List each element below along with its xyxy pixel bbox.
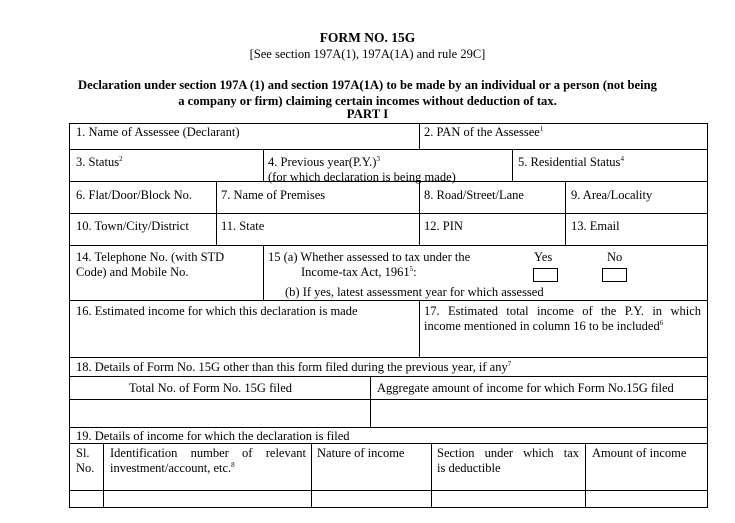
table-header-section — [437, 446, 579, 476]
no-label: No — [607, 250, 623, 264]
field-1-label: 1. Name of Assessee (Declarant) — [76, 125, 240, 139]
footnote-marker: 4 — [620, 155, 624, 163]
field-15a-assessed — [268, 250, 470, 280]
field-9-area-locality: 9. Area/Locality — [571, 188, 653, 202]
table-header-identification — [110, 446, 306, 476]
table-row[interactable] — [70, 491, 707, 507]
field-5-residential-status — [518, 155, 624, 170]
field-17-estimated-total-income — [424, 304, 701, 334]
field-15a-line-1: 15 (a) Whether assessed to tax under the — [268, 250, 471, 264]
footnote-marker: 7 — [507, 360, 512, 368]
part-heading: PART I — [346, 107, 389, 121]
col-divider — [263, 245, 264, 300]
field-4-sublabel: (for which declaration is being made) — [268, 170, 456, 184]
section-reference: [See section 197A(1), 197A(1A) and rule 29C] — [249, 47, 486, 61]
section-line-2: is deductible — [437, 461, 501, 475]
field-18-aggregate-income-header: Aggregate amount of income for which Form No.15G filed — [377, 381, 674, 395]
field-16-estimated-income: 16. Estimated income for which this declaration is made — [76, 304, 358, 318]
id-line-2: investment/account, etc. — [110, 461, 232, 475]
footnote-marker: 6 — [659, 319, 664, 327]
field-18-other-forms — [76, 360, 511, 375]
field-4-previous-year — [268, 155, 456, 185]
field-14-telephone — [76, 250, 224, 280]
field-18-label: 18. Details of Form No. 15G other than this form filed during the previous year, if any — [76, 360, 508, 374]
field-15a-line-2: Income-tax Act, 1961 — [301, 265, 410, 279]
field-3-label: 3. Status — [76, 155, 120, 169]
footnote-marker: 1 — [539, 125, 544, 133]
row-divider — [69, 149, 708, 150]
field-18-total-forms-header: Total No. of Form No. 15G filed — [129, 381, 292, 395]
col-divider — [419, 300, 420, 357]
table-header-amount: Amount of income — [592, 446, 687, 460]
row-divider — [69, 376, 708, 377]
footnote-marker: 2 — [119, 155, 123, 163]
field-15a-colon: : — [413, 265, 417, 279]
field-18-aggregate-income-value[interactable] — [371, 400, 707, 426]
declaration-line-2: a company or firm) claiming certain incomes without deduction of tax. — [178, 94, 557, 108]
field-17-line-2: income mentioned in column 16 to be included — [424, 319, 660, 333]
field-13-email: 13. Email — [571, 219, 620, 233]
field-8-road-street: 8. Road/Street/Lane — [424, 188, 524, 202]
field-15b-assessment-year: (b) If yes, latest assessment year for which assessed — [285, 285, 544, 299]
field-7-name-of-premises: 7. Name of Premises — [221, 188, 326, 202]
field-19-income-details: 19. Details of income for which the declaration is filed — [76, 429, 350, 443]
row-divider — [69, 357, 708, 358]
row-divider — [69, 245, 708, 246]
yes-checkbox[interactable] — [533, 268, 558, 282]
field-18-total-forms-value[interactable] — [70, 400, 369, 426]
col-divider — [565, 181, 566, 245]
col-divider — [512, 149, 513, 181]
col-divider — [419, 181, 420, 245]
field-14-line-1: 14. Telephone No. (with STD — [76, 250, 225, 264]
yes-label: Yes — [534, 250, 553, 264]
sl-line-2: No. — [76, 461, 95, 475]
field-11-state: 11. State — [221, 219, 265, 233]
id-line-1: Identification number of relevant — [110, 446, 306, 460]
no-checkbox[interactable] — [602, 268, 627, 282]
sl-line-1: Sl. — [76, 446, 90, 460]
field-3-status — [76, 155, 123, 170]
footnote-marker: 5 — [409, 265, 414, 273]
field-5-label: 5. Residential Status — [518, 155, 621, 169]
row-divider — [69, 427, 708, 428]
form-title: FORM NO. 15G — [319, 30, 416, 45]
field-2-pan — [424, 125, 543, 140]
col-divider — [263, 149, 264, 181]
field-17-line-1: 17. Estimated total income of the P.Y. in which — [424, 304, 701, 318]
table-header-sl-no — [76, 446, 94, 476]
section-line-1: Section under which tax — [437, 446, 579, 460]
field-4-label: 4. Previous year(P.Y.) — [268, 155, 377, 169]
field-10-town-city: 10. Town/City/District — [76, 219, 189, 233]
footnote-marker: 8 — [231, 461, 235, 469]
declaration-line-1: Declaration under section 197A (1) and section 197A(1A) to be made by an individual or a person (not being — [78, 78, 657, 92]
table-header-nature-of-income: Nature of income — [317, 446, 405, 460]
col-divider — [216, 181, 217, 245]
footnote-marker: 3 — [376, 155, 380, 163]
col-divider — [419, 123, 420, 149]
field-6-flat-no: 6. Flat/Door/Block No. — [76, 188, 192, 202]
declaration-heading — [0, 77, 735, 109]
field-14-line-2: Code) and Mobile No. — [76, 265, 189, 279]
field-1-name-of-assessee — [76, 125, 239, 140]
row-divider — [69, 300, 708, 301]
field-2-label: 2. PAN of the Assessee — [424, 125, 540, 139]
field-12-pin: 12. PIN — [424, 219, 463, 233]
row-divider — [69, 213, 708, 214]
